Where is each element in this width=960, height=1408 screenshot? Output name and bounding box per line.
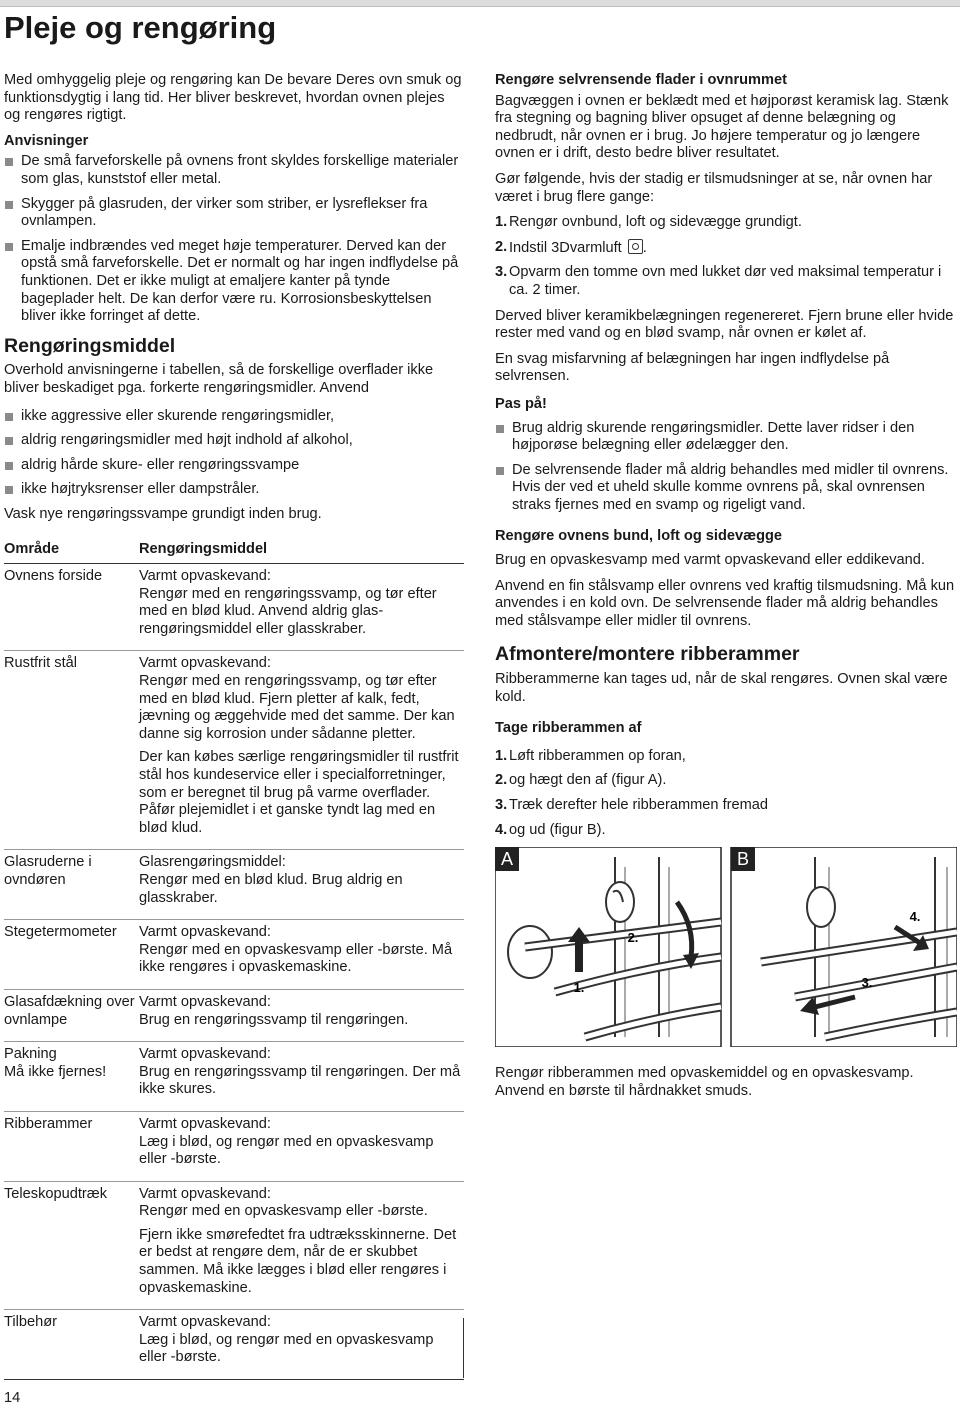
table-row <box>4 1042 464 1112</box>
remove-heading: Tage ribberammen af <box>495 720 642 737</box>
table-cell-area: Glasruderne i ovndøren <box>4 850 139 920</box>
intro-paragraph: Med omhyggelig pleje og rengøring kan De bevare Deres ovn smuk og funktionsdygtig i lang tid. Her bliver beskrevet, hvordan ovnen plejes og rengøres rigtigt. <box>4 72 462 124</box>
table-cell-area: Rustfrit stål <box>4 651 139 850</box>
self-clean-paragraph-4: En svag misfarvning af belægningen har ingen indflydelse på selvrensen. <box>495 350 890 385</box>
caution-heading: Pas på! <box>495 395 547 412</box>
caution-list <box>495 420 957 515</box>
table-cell-agent: Varmt opvaskevand: Rengør med en opvaskesvamp eller -børste. Må ikke rengøres i opvaskemaskine. <box>139 920 464 990</box>
square-bullet-icon <box>5 201 13 209</box>
table-cell-area: Pakning Må ikke fjernes! <box>4 1042 139 1112</box>
figure-b-label: B <box>736 849 750 870</box>
step-3-label: 3. <box>861 975 873 991</box>
figure-a-label: A <box>500 849 514 870</box>
list-item: 3. Opvarm den tomme ovn med lukket dør ved maksimal temperatur i ca. 2 timer. <box>495 264 942 298</box>
racks-heading: Afmontere/montere ribberammer <box>495 643 800 666</box>
racks-outro: Rengør ribberammen med opvaskemiddel og en opvaskesvamp. Anvend en børste til hårdnakket smuds. <box>495 1065 914 1099</box>
racks-paragraph: Ribberammerne kan tages ud, når de skal rengøres. Ovnen skal være kold. <box>495 671 948 705</box>
table-row <box>4 1111 464 1181</box>
notes-list <box>4 153 462 325</box>
list-item: ikke aggressive eller skurende rengøringsmidler, <box>4 408 462 426</box>
table-cell-agent: Varmt opvaskevand: Rengør med en opvaskesvamp eller -børste. Fjern ikke smørefedtet fra udtræksskinnerne. Det er bedst at rengøre dem, når de er skubbet sammen. Må ikke lægges i blød eller rengøres i opvaskemaskine. <box>139 1181 464 1310</box>
self-clean-paragraph-2: Gør følgende, hvis der stadig er tilsmudsninger at se, når ovnen har været i brug flere gange: <box>495 170 933 205</box>
self-clean-heading: Rengøre selvrensende flader i ovnrummet <box>495 72 787 88</box>
self-clean-paragraph-1: Bagvæggen i ovnen er beklædt med et højporøst keramisk lag. Stænk fra stegning og bagning bliver opsuget af denne belægning og nedbrudt, når ovnen er i brug. Jo højere temperatur og jo længere ovnen er i drift, desto bedre bliver resultatet. <box>495 92 949 162</box>
right-column <box>495 72 957 1108</box>
table-row <box>4 1310 464 1380</box>
remove-steps <box>495 748 957 839</box>
top-rule <box>0 6 960 7</box>
column-header-area: Område <box>4 539 139 563</box>
square-bullet-icon <box>5 462 13 470</box>
table-cell-area: Tilbehør <box>4 1310 139 1380</box>
list-item: 4. og ud (figur B). <box>495 821 606 838</box>
table-cell-area: Stegetermometer <box>4 920 139 990</box>
table-cell-agent: Varmt opvaskevand: Rengør med en rengøringssvamp, og tør efter med en blød klud. Fjern pletter af kalk, fedt, jævning og æggehvide med det samme. Der kan danne sig korrosion under sådanne pletter. Der kan købes særlige rengøringsmidler til rustfrit stål hos kundeservice eller i specialforretninger, som er beregnet til brug på varme overflader. Påfør plejemidlet i et ganske tyndt lag med en blød klud. <box>139 651 464 850</box>
agents-intro: Overhold anvisningerne i tabellen, så de forskellige overflader ikke bliver beskadiget pga. forkerte rengøringsmidler. Anvend <box>4 362 434 396</box>
list-item: Brug aldrig skurende rengøringsmidler. Dette laver ridser i den højporøse belægning eller ødelægger den. <box>495 420 957 455</box>
table-row <box>4 920 464 990</box>
floor-heading: Rengøre ovnens bund, loft og sidevægge <box>495 528 783 545</box>
table-row <box>4 564 464 651</box>
agents-heading: Rengøringsmiddel <box>4 334 176 357</box>
table-end-rule <box>463 1318 464 1378</box>
square-bullet-icon <box>5 243 13 251</box>
figure-b <box>731 847 957 1047</box>
step-2-label: 2. <box>627 930 639 946</box>
table-cell-area: Ribberammer <box>4 1111 139 1181</box>
floor-paragraph-1: Brug en opvaskesvamp med varmt opvaskevand eller eddikevand. <box>495 552 925 569</box>
list-item: 1. Løft ribberammen op foran, <box>495 747 686 764</box>
floor-paragraph-2: Anvend en fin stålsvamp eller ovnrens ved kraftig tilsmudsning. Må kun anvendes i en kold ovn. De selvrensende flader må aldrig behandles med stålsvampe eller midler til ovnrens. <box>495 577 955 629</box>
list-item: De små farveforskelle på ovnens front skyldes forskellige materialer som glas, kunststof eller metal. <box>4 153 462 188</box>
list-item: 3. Træk derefter hele ribberammen fremad <box>495 797 769 813</box>
page-number: 14 <box>4 1390 21 1406</box>
agents-outro: Vask nye rengøringssvampe grundigt inden brug. <box>4 505 322 522</box>
list-item: aldrig hårde skure- eller rengøringssvampe <box>4 457 462 475</box>
agents-list <box>4 408 462 499</box>
table-cell-agent: Varmt opvaskevand: Rengør med en rengøringssvamp, og tør efter med en blød klud. Anvend aldrig glasrengøringsmiddel eller glasskraber. <box>139 564 464 651</box>
self-clean-paragraph-3: Derved bliver keramikbelægningen regenereret. Fjern brune eller hvide rester med vand og en blød svamp, når ovnen er kølet af. <box>495 307 954 342</box>
list-item: aldrig rengøringsmidler med højt indhold af alkohol, <box>4 432 462 450</box>
square-bullet-icon <box>496 467 504 475</box>
figure-a <box>495 847 721 1047</box>
list-item: Emalje indbrændes ved meget høje temperaturer. Derved kan der opstå små farveforskelle. Det er normalt og har ingen indflydelse på funktionen. Det er ikke muligt at emaljere kanter på tynde bageplader helt. De kan derfor være ru. Korrosionsbeskyttelsen bliver ikke forringet af dette. <box>4 238 462 326</box>
column-header-agent: Rengøringsmiddel <box>139 539 464 563</box>
table-cell-agent: Glasrengøringsmiddel: Rengør med en blød klud. Brug aldrig en glasskraber. <box>139 850 464 920</box>
square-bullet-icon <box>5 437 13 445</box>
table-cell-area: Ovnens forside <box>4 564 139 651</box>
table-cell-area: Teleskopudtræk <box>4 1181 139 1310</box>
page-title: Pleje og rengøring <box>4 10 277 45</box>
table-row <box>4 651 464 850</box>
table-cell-agent: Varmt opvaskevand: Læg i blød, og rengør med en opvaskesvamp eller -børste. <box>139 1111 464 1181</box>
table-cell-agent: Varmt opvaskevand: Brug en rengøringssvamp til rengøringen. <box>139 989 464 1041</box>
list-item: ikke højtryksrenser eller dampstråler. <box>4 481 462 499</box>
cleaning-table <box>4 539 464 1380</box>
self-clean-steps <box>495 214 957 299</box>
square-bullet-icon <box>5 158 13 166</box>
table-body <box>4 564 464 1380</box>
step-1-label: 1. <box>573 980 585 996</box>
table-header-row <box>4 539 464 563</box>
left-column <box>4 72 462 1380</box>
3d-hot-air-icon <box>628 239 643 254</box>
square-bullet-icon <box>496 425 504 433</box>
list-item: Skygger på glasruden, der virker som striber, er lysreflekser fra ovnlampen. <box>4 196 462 231</box>
list-item: 1. Rengør ovnbund, loft og sidevægge grundigt. <box>495 214 802 231</box>
step-4-label: 4. <box>909 909 921 925</box>
list-item: 2. Indstil 3Dvarmluft . <box>495 238 647 256</box>
square-bullet-icon <box>5 486 13 494</box>
table-cell-agent: Varmt opvaskevand: Brug en rengøringssvamp til rengøringen. Der må ikke skures. <box>139 1042 464 1112</box>
notes-heading: Anvisninger <box>4 132 89 149</box>
table-row <box>4 989 464 1041</box>
rack-removal-figure <box>495 847 957 1047</box>
list-item: 2. og hægt den af (figur A). <box>495 772 667 789</box>
table-cell-area: Glasafdækning over ovnlampe <box>4 989 139 1041</box>
table-cell-agent: Varmt opvaskevand: Læg i blød, og rengør med en opvaskesvamp eller -børste. <box>139 1310 464 1380</box>
square-bullet-icon <box>5 413 13 421</box>
table-row <box>4 850 464 920</box>
list-item: De selvrensende flader må aldrig behandles med midler til ovnrens. Hvis der ved et uheld skulle komme ovnrens på, skal ovnrensen straks fjernes med en svamp og rigeligt vand. <box>495 462 957 515</box>
table-row <box>4 1181 464 1310</box>
